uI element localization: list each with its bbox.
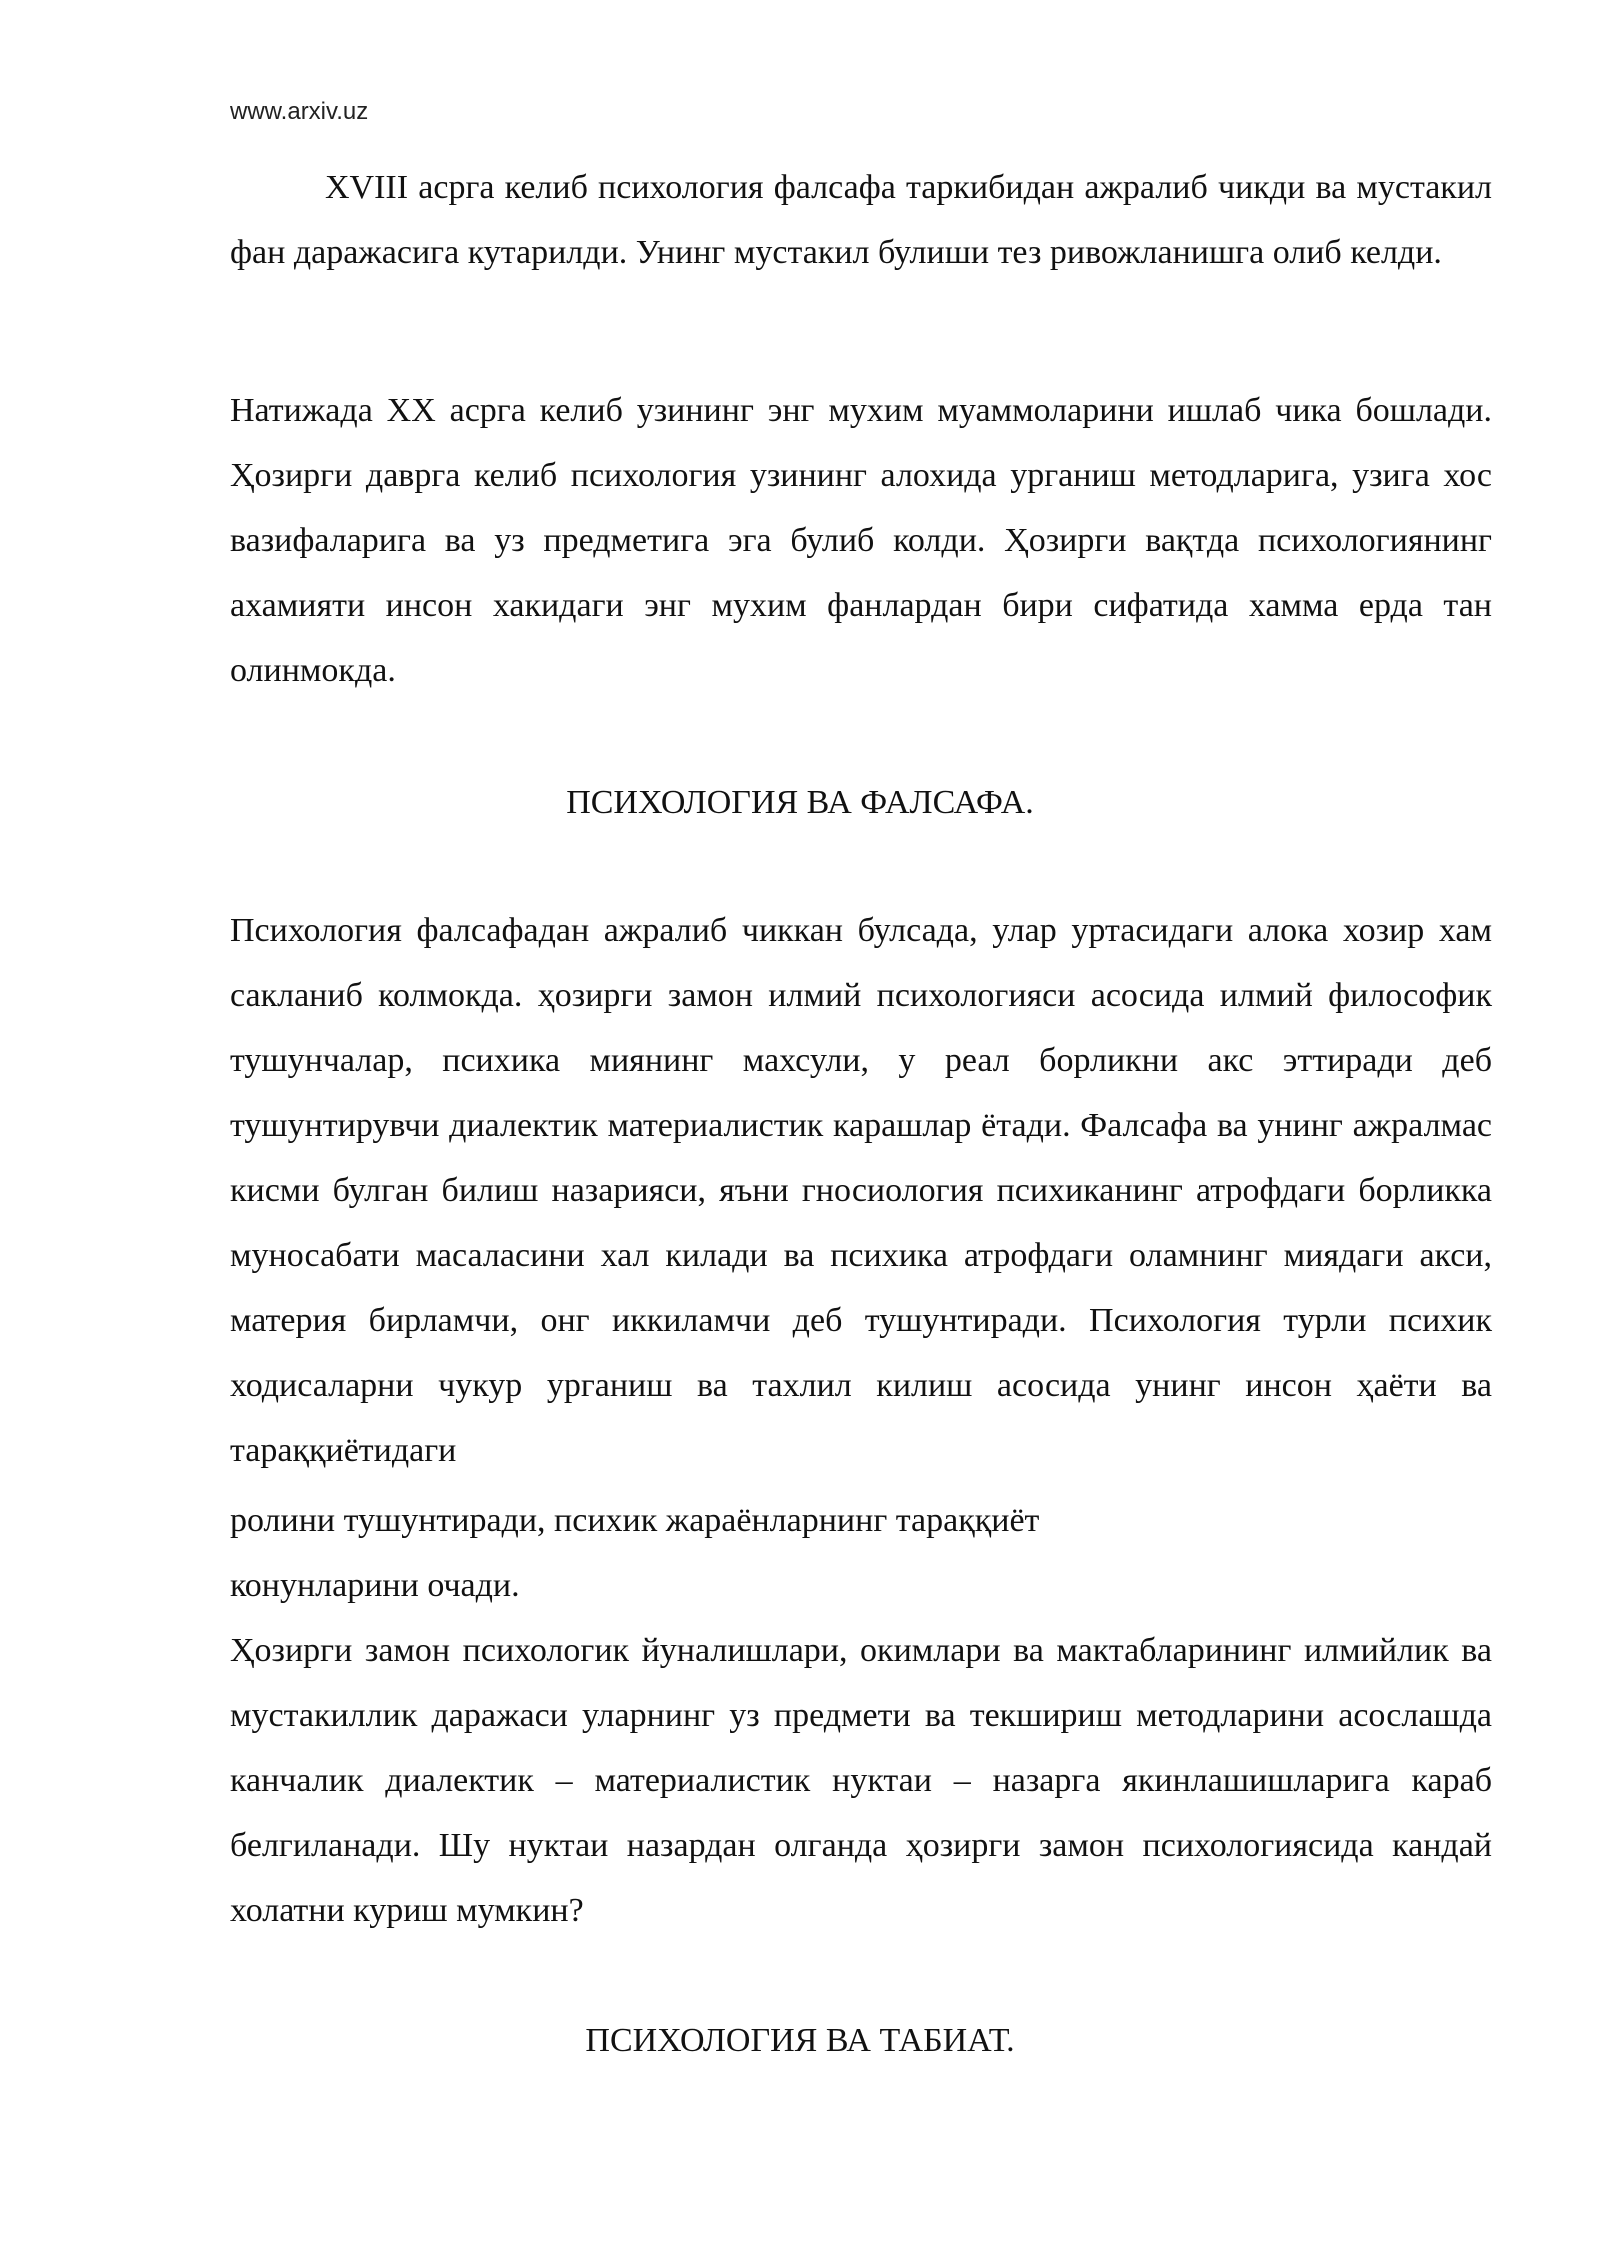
paragraph-2: Натижада XX асрга келиб узининг энг мухим муаммоларини ишлаб чика бошлади. Ҳозирги даврга келиб психология узининг алохида урганиш методларига, узига хос вазифаларига ва уз предметига эга булиб колди. Ҳозирги вақтда психологиянинг ахамияти инсон хакидаги энг мухим фанлардан бири сифатида хамма ерда тан олинмокда. <box>230 392 1492 689</box>
paragraph-3-line-a: ролини тушунтиради, психик жараёнларнинг тараққиёт <box>230 1502 1040 1539</box>
paragraph-4: Ҳозирги замон психологик йуналишлари, окимлари ва мактабларининг илмийлик ва мустакиллик даражаси уларнинг уз предмети ва текшириш методларини асослашда канчалик диалектик – материалистик нуктаи – назарга якинлашишларига караб белгиланади. Шу нуктаи назардан олганда ҳозирги замон психологиясида кандай холатни куриш мумкин? <box>230 1632 1492 1929</box>
site-header: www.arxiv.uz <box>230 98 369 125</box>
paragraph-3-line-b: конунларини очади. <box>230 1567 520 1604</box>
section-heading-nature: ПСИХОЛОГИЯ ВА ТАБИАТ. <box>585 2022 1015 2059</box>
paragraph-1: XVIII асрга келиб психология фалсафа таркибидан ажралиб чикди ва мустакил фан даражасига кутарилди. Унинг мустакил булиши тез ривожланишга олиб келди. <box>230 169 1492 271</box>
paragraph-3: Психология фалсафадан ажралиб чиккан булсада, улар уртасидаги алока хозир хам сакланиб колмокда. ҳозирги замон илмий психологияси асосида илмий философик тушунчалар, психика миянинг махсули, у реал борликни акс эттиради деб тушунтирувчи диалектик материалистик карашлар ётади. Фалсафа ва унинг ажралмас кисми булган билиш назарияси, яъни гносиология психиканинг атрофдаги борликка муносабати масаласини хал килади ва психика атрофдаги оламнинг миядаги акси, материя бирламчи, онг иккиламчи деб тушунтиради. Психология турли психик ходисаларни чукур урганиш ва тахлил килиш асосида унинг инсон ҳаёти ва тараққиётидаги <box>230 912 1492 1469</box>
section-heading-philosophy: ПСИХОЛОГИЯ ВА ФАЛСАФА. <box>566 784 1034 821</box>
